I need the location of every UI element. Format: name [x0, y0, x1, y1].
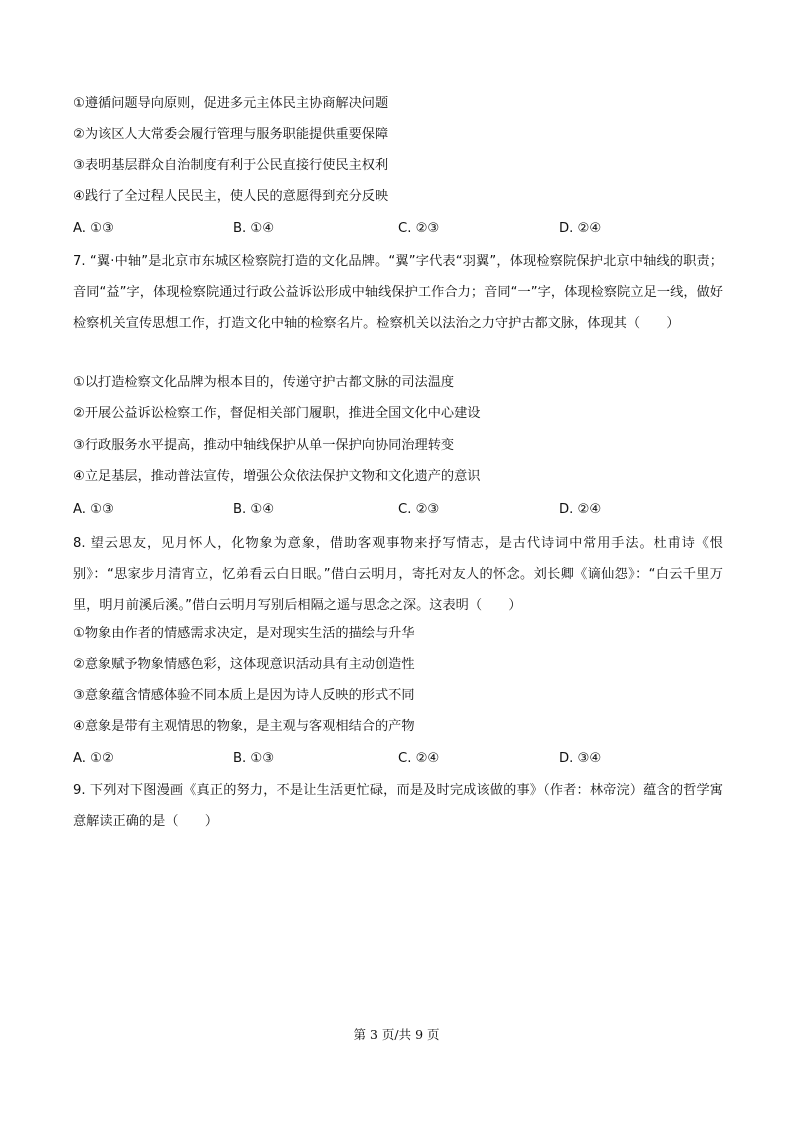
q6-option-2: ②为该区人大常委会履行管理与服务职能提供重要保障 — [73, 127, 389, 142]
q8-stem: 8. 望云思友，见月怀人，化物象为意象，借助客观事物来抒写情志，是古代诗词中常用手法。杜甫诗《恨别》：“思家步月清宵立，忆弟看云白日眠。”借白云明月，寄托对友人的怀念。刘长卿《谪仙怨》：“白云千里万里，明月前溪后溪。”借白云明月写别后相隔之遥与思念之深。这表明（ ） — [73, 536, 723, 613]
q6-option-3: ③表明基层群众自治制度有利于公民直接行使民主权利 — [73, 158, 389, 173]
q6-choice-a: A. ①③ — [73, 221, 114, 236]
q6-choice-b: B. ①④ — [233, 221, 275, 236]
q6-choices — [73, 219, 733, 239]
q7-stem: 7. “翼·中轴”是北京市东城区检察院打造的文化品牌。“翼”字代表“羽翼”，体现检察院保护北京中轴线的职责；音同“益”字，体现检察院通过行政公益诉讼形成中轴线保护工作合力；音同“一”字，体现检察院立足一线，做好检察机关宣传思想工作，打造文化中轴的检察名片。检察机关以法治之力守护古都文脉，体现其（ ） — [73, 254, 723, 331]
q8-choices — [73, 749, 733, 769]
q7-choice-c: C. ②③ — [398, 502, 440, 517]
page-number: 第 3 页/共 9 页 — [353, 1027, 440, 1042]
q8-choice-b: B. ①③ — [233, 751, 275, 766]
q7-choice-b: B. ①④ — [233, 502, 275, 517]
q6-choice-d: D. ②④ — [559, 221, 602, 236]
q7-choices — [73, 500, 733, 520]
q7-option-4: ④立足基层，推动普法宣传，增强公众依法保护文物和文化遗产的意识 — [73, 469, 481, 484]
q6-option-4: ④践行了全过程人民民主，使人民的意愿得到充分反映 — [73, 189, 389, 204]
q7-choice-a: A. ①③ — [73, 502, 114, 517]
q8-option-4: ④意象是带有主观情思的物象，是主观与客观相结合的产物 — [73, 719, 415, 734]
q6-option-1: ①遵循问题导向原则，促进多元主体民主协商解决问题 — [73, 96, 389, 111]
q6-choice-c: C. ②③ — [398, 221, 440, 236]
q8-option-2: ②意象赋予物象情感色彩，这体现意识活动具有主动创造性 — [73, 657, 415, 672]
q9-stem: 9. 下列对下图漫画《真正的努力，不是让生活更忙碌，而是及时完成该做的事》（作者：林帝浣）蕴含的哲学寓意解读正确的是（ ） — [73, 783, 723, 829]
q7-option-1: ①以打造检察文化品牌为根本目的，传递守护古都文脉的司法温度 — [73, 375, 455, 390]
q8-option-1: ①物象由作者的情感需求决定，是对现实生活的描绘与升华 — [73, 626, 415, 641]
q8-choice-d: D. ③④ — [559, 751, 602, 766]
q8-option-3: ③意象蕴含情感体验不同本质上是因为诗人反映的形式不同 — [73, 688, 415, 703]
q7-option-2: ②开展公益诉讼检察工作，督促相关部门履职，推进全国文化中心建设 — [73, 406, 481, 421]
q7-choice-d: D. ②④ — [559, 502, 602, 517]
q8-choice-a: A. ①② — [73, 751, 114, 766]
q8-choice-c: C. ②④ — [398, 751, 440, 766]
q7-option-3: ③行政服务水平提高，推动中轴线保护从单一保护向协同治理转变 — [73, 438, 455, 453]
